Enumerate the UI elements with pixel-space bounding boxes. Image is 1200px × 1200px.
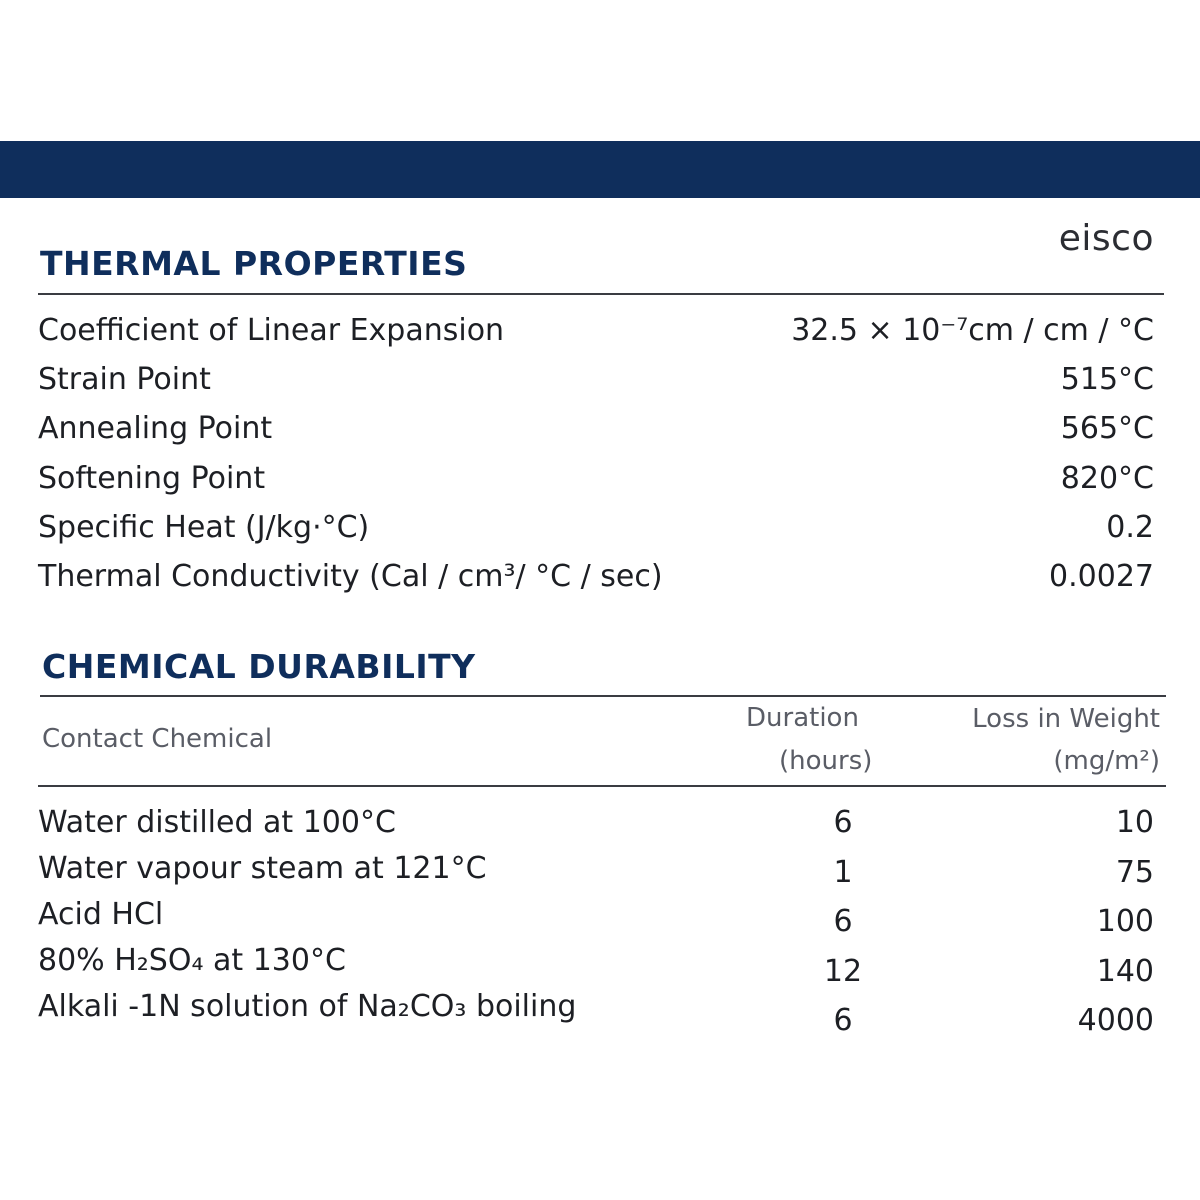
property-value: 565°C [1060,411,1154,446]
duration-value: 1 [833,855,853,890]
duration-value: 12 [823,954,863,989]
chemical-name: 80% H₂SO₄ at 130°C [38,943,346,978]
table-row [38,989,1158,1038]
table-row [38,461,1154,505]
chemical-durability-title: CHEMICAL DURABILITY [42,647,476,686]
table-row [38,313,1154,357]
thermal-divider [38,293,1164,295]
header-loss-in-weight: Loss in Weight [972,704,1160,734]
chemical-name: Water vapour steam at 121°C [38,851,487,886]
duration-value: 6 [833,1003,853,1038]
header-duration: Duration [746,703,859,733]
property-value: 820°C [1060,461,1154,496]
table-row [38,897,1158,941]
header-duration-unit: (hours) [779,746,873,776]
eisco-logo: eisco [1058,218,1154,259]
chemical-divider-bottom [38,785,1166,787]
table-row [38,362,1154,406]
loss-value: 4000 [1077,1003,1154,1038]
property-label: Coefficient of Linear Expansion [38,313,505,348]
table-row [38,805,1158,849]
table-row [38,510,1154,554]
table-row [38,411,1154,455]
property-label: Thermal Conductivity (Cal / cm³/ °C / sec) [38,559,663,594]
chemical-name: Water distilled at 100°C [38,805,396,840]
header-loss-unit: (mg/m²) [1053,746,1160,776]
table-row [38,943,1158,987]
header-contact-chemical: Contact Chemical [42,724,273,754]
property-value: 515°C [1060,362,1154,397]
loss-value: 75 [1115,855,1154,890]
thermal-properties-title: THERMAL PROPERTIES [40,244,468,283]
property-label: Strain Point [38,362,211,397]
duration-value: 6 [833,904,853,939]
property-value: 0.2 [1106,510,1154,545]
loss-value: 100 [1096,904,1154,939]
property-label: Softening Point [38,461,266,496]
loss-value: 140 [1096,954,1154,989]
property-label: Specific Heat (J/kg·°C) [38,510,370,545]
chemical-name: Alkali -1N solution of Na₂CO₃ boiling [38,989,577,1024]
table-row [38,851,1158,895]
table-row [38,559,1154,603]
duration-value: 6 [833,805,853,840]
property-value: 0.0027 [1049,559,1154,594]
chemical-name: Acid HCl [38,897,164,932]
property-label: Annealing Point [38,411,273,446]
header-band [0,141,1200,198]
property-value: 32.5 × 10⁻⁷cm / cm / °C [791,313,1154,348]
loss-value: 10 [1115,805,1154,840]
chemical-divider-top [40,695,1166,697]
